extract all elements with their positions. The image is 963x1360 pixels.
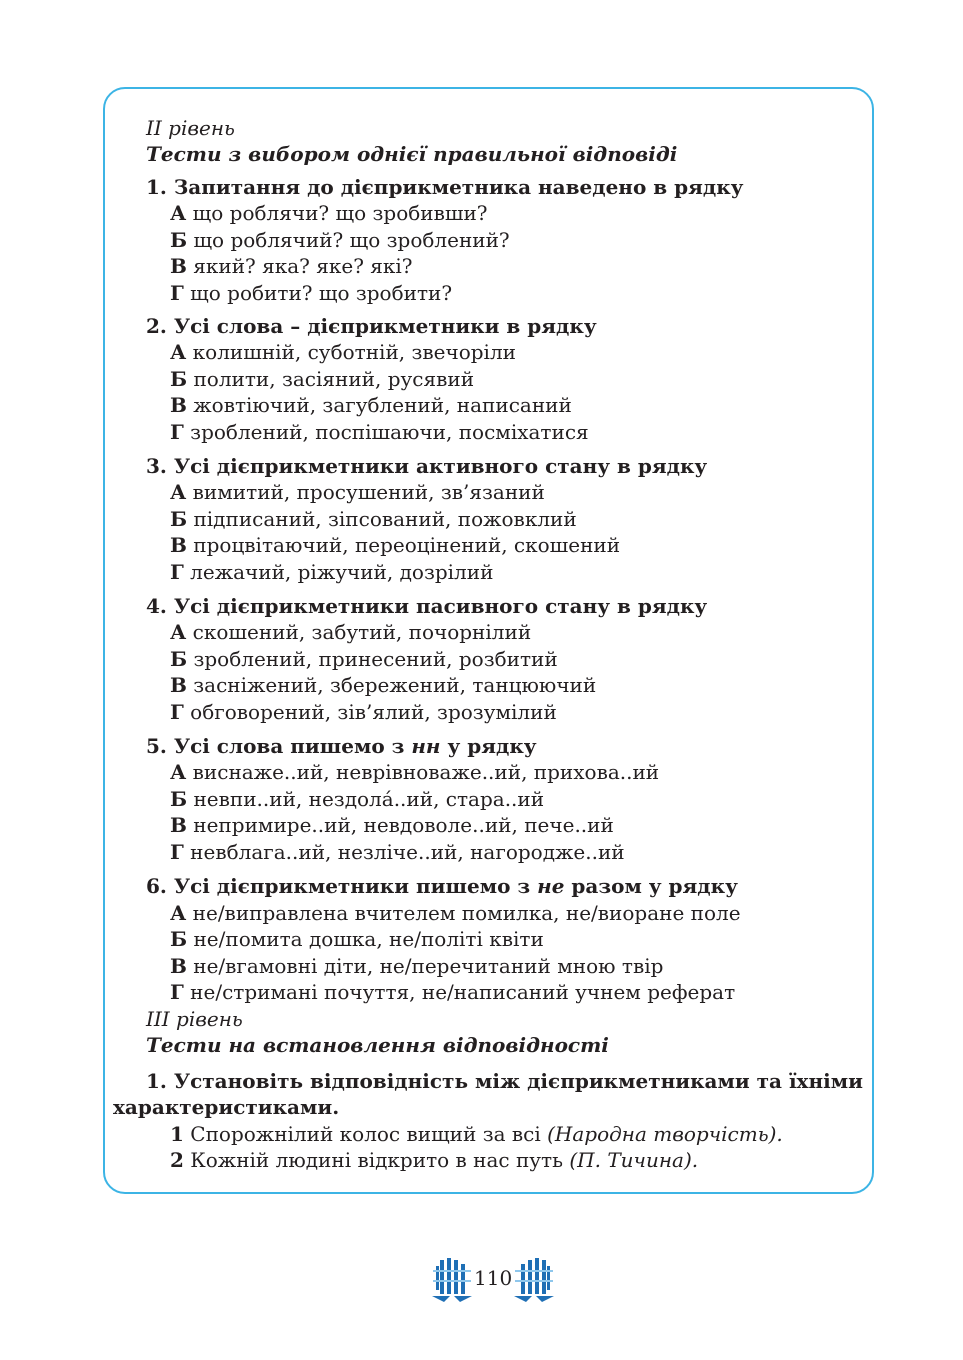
title-emphasis: нн	[411, 734, 441, 758]
option-letter: Б	[170, 507, 188, 531]
option-letter: Г	[170, 420, 184, 444]
option-letter: А	[170, 620, 187, 644]
q6-option-d	[170, 979, 735, 1005]
option-text: зроблений, поспішаючи, посміхатися	[190, 420, 589, 444]
question-1-title: 1. Запитання до дієприкметника наведено в рядку	[146, 175, 744, 199]
match-item-1	[170, 1121, 783, 1147]
option-text: не/стримані почуття, не/написаний учнем реферат	[190, 980, 736, 1004]
option-letter: В	[170, 254, 187, 278]
q2-option-a	[170, 339, 516, 365]
question-2-title: 2. Усі слова – дієприкметники в рядку	[146, 314, 597, 338]
q5-option-d	[170, 839, 625, 865]
option-text: невпи..ий, нездола́..ий, стара..ий	[193, 787, 545, 811]
option-letter: А	[170, 760, 187, 784]
q3-option-a	[170, 479, 545, 505]
q4-option-a	[170, 619, 531, 645]
q1-option-d	[170, 280, 452, 306]
option-text: виснаже..ий, неврівноваже..ий, прихова..ий	[192, 760, 660, 784]
option-text: колишній, суботній, звечоріли	[192, 340, 516, 364]
left-ornament-icon	[430, 1256, 474, 1304]
level-2-label: ІІ рівень	[146, 116, 235, 140]
question-4-title: 4. Усі дієприкметники пасивного стану в рядку	[146, 594, 708, 618]
level-3-label: ІІІ рівень	[146, 1007, 243, 1031]
option-letter: А	[170, 340, 187, 364]
option-text: підписаний, зіпсований, пожовклий	[193, 507, 577, 531]
option-text: який? яка? яке? які?	[193, 254, 413, 278]
option-letter: Б	[170, 927, 188, 951]
option-letter: Г	[170, 560, 184, 584]
option-letter: Б	[170, 367, 188, 391]
q1-option-a	[170, 200, 488, 226]
option-text: що роблячи? що зробивши?	[192, 201, 488, 225]
option-letter: А	[170, 201, 187, 225]
q5-option-b	[170, 786, 544, 812]
match-item-2	[170, 1147, 698, 1173]
option-letter: В	[170, 954, 187, 978]
q3-option-b	[170, 506, 577, 532]
option-letter: Г	[170, 840, 184, 864]
q4-option-b	[170, 646, 558, 672]
level-3-question-title: 1. Установіть відповідність між дієприкметниками та їхніми	[146, 1069, 863, 1093]
q2-option-d	[170, 419, 589, 445]
option-text: жовтіючий, загублений, написаний	[193, 393, 572, 417]
option-text: процвітаючий, переоцінений, скошений	[193, 533, 621, 557]
question-3-title: 3. Усі дієприкметники активного стану в рядку	[146, 454, 708, 478]
page-number: 110	[474, 1266, 513, 1290]
option-text: вимитий, просушений, зв’язаний	[192, 480, 545, 504]
option-text: що роблячий? що зроблений?	[193, 228, 510, 252]
option-letter: Г	[170, 281, 184, 305]
option-text: лежачий, ріжучий, дозрілий	[190, 560, 494, 584]
option-letter: Г	[170, 980, 184, 1004]
q2-option-c	[170, 392, 572, 418]
item-source: (Народна творчість).	[547, 1122, 783, 1146]
option-text: полити, засіяний, русявий	[193, 367, 475, 391]
option-letter: Г	[170, 700, 184, 724]
title-text: 6. Усі дієприкметники пишемо з	[146, 874, 538, 898]
q5-option-a	[170, 759, 659, 785]
q1-option-c	[170, 253, 413, 279]
q3-option-c	[170, 532, 620, 558]
item-text: Спорожнілий колос вищий за всі	[190, 1122, 541, 1146]
title-text: 5. Усі слова пишемо з	[146, 734, 412, 758]
item-text: Кожній людині відкрито в нас путь	[190, 1148, 564, 1172]
page-footer	[430, 1256, 556, 1304]
option-letter: Б	[170, 647, 188, 671]
q6-option-a	[170, 900, 741, 926]
q3-option-d	[170, 559, 493, 585]
title-text: у рядку	[440, 734, 537, 758]
option-letter: В	[170, 393, 187, 417]
q2-option-b	[170, 366, 474, 392]
option-letter: В	[170, 673, 187, 697]
q4-option-c	[170, 672, 596, 698]
level-2-subtitle: Тести з вибором однієї правильної відповіді	[146, 142, 678, 166]
item-number: 2	[170, 1148, 184, 1172]
item-number: 1	[170, 1122, 184, 1146]
level-3-subtitle: Тести на встановлення відповідності	[146, 1033, 609, 1057]
q6-option-b	[170, 926, 544, 952]
option-text: обговорений, зів’ялий, зрозумілий	[190, 700, 557, 724]
option-text: непримире..ий, невдоволе..ий, пече..ий	[193, 813, 614, 837]
option-text: не/вгамовні діти, не/перечитаний мною твір	[193, 954, 664, 978]
option-letter: В	[170, 533, 187, 557]
option-letter: Б	[170, 228, 188, 252]
q1-option-b	[170, 227, 510, 253]
option-letter: В	[170, 813, 187, 837]
title-text: разом у рядку	[564, 874, 738, 898]
option-letter: А	[170, 901, 187, 925]
q5-option-c	[170, 812, 614, 838]
option-text: зроблений, принесений, розбитий	[193, 647, 558, 671]
q6-option-c	[170, 953, 663, 979]
item-source: (П. Тичина).	[569, 1148, 699, 1172]
option-text: не/помита дошка, не/політі квіти	[193, 927, 544, 951]
q4-option-d	[170, 699, 557, 725]
level-3-question-title-cont: характеристиками.	[113, 1095, 340, 1119]
title-emphasis: не	[537, 874, 565, 898]
option-letter: А	[170, 480, 187, 504]
option-text: що робити? що зробити?	[190, 281, 453, 305]
question-6-title	[146, 873, 738, 899]
option-text: засніжений, збережений, танцюючий	[193, 673, 597, 697]
option-text: скошений, забутий, почорнілий	[192, 620, 532, 644]
option-text: не/виправлена вчителем помилка, не/виоране поле	[192, 901, 741, 925]
option-text: невблага..ий, незліче..ий, нагородже..ий	[190, 840, 625, 864]
option-letter: Б	[170, 787, 188, 811]
question-5-title	[146, 733, 537, 759]
right-ornament-icon	[512, 1256, 556, 1304]
